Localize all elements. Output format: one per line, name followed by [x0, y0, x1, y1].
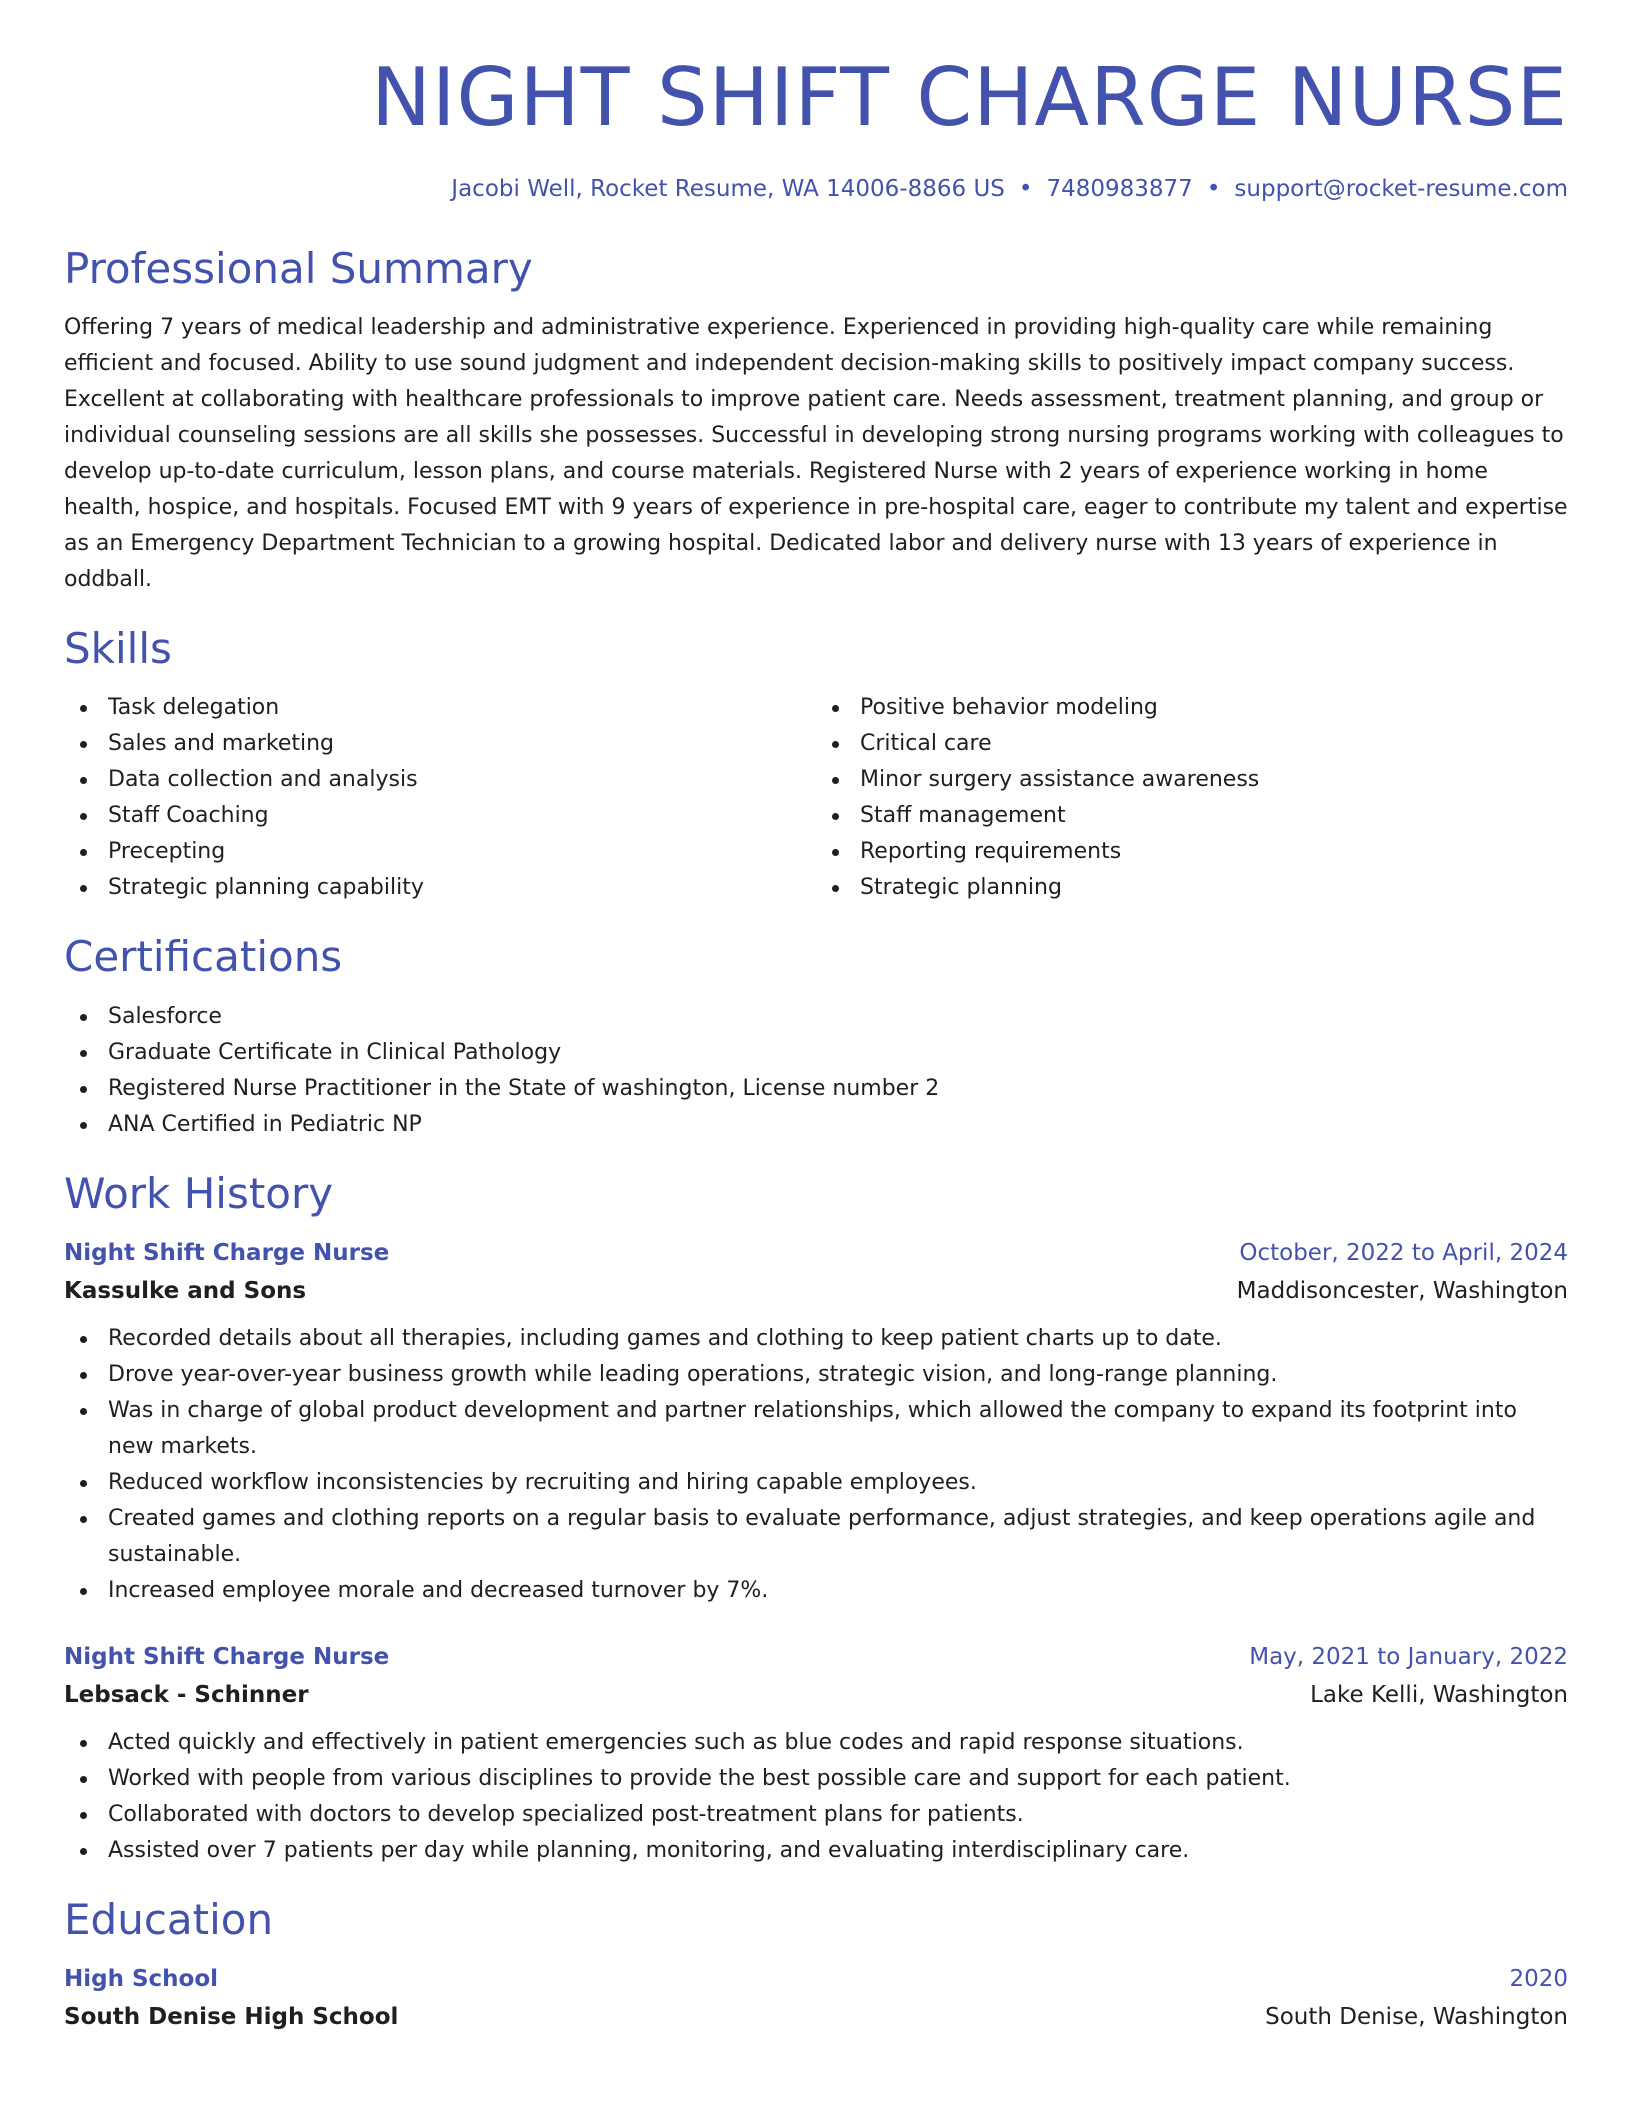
- job-bullet: Increased employee morale and decreased turnover by 7%.: [64, 1573, 1568, 1609]
- skills-columns: [64, 690, 1568, 906]
- job-bullet: Collaborated with doctors to develop specialized post-treatment plans for patients.: [64, 1797, 1568, 1833]
- job-bullet: Recorded details about all therapies, including games and clothing to keep patient charts up to date.: [64, 1321, 1568, 1357]
- certification-item: Salesforce: [64, 999, 1568, 1035]
- resume-title: NIGHT SHIFT CHARGE NURSE: [371, 51, 1568, 144]
- job-bullet: Acted quickly and effectively in patient emergencies such as blue codes and rapid response situations.: [64, 1725, 1568, 1761]
- education-degree: High School: [64, 1965, 219, 1992]
- summary-text: Offering 7 years of medical leadership and administrative experience. Experienced in providing high-quality care while remaining efficient and focused. Ability to use sound judgment and independent decision-making skills to positively impact company success. Excellent at collaborating with healthcare professionals to improve patient care. Needs assessment, treatment planning, and group or individual counseling sessions are all skills she possesses. Successful in developing strong nursing programs working with colleagues to develop up-to-date curriculum, lesson plans, and course materials. Registered Nurse with 2 years of experience working in home health, hospice, and hospitals. Focused EMT with 9 years of experience in pre-hospital care, eager to contribute my talent and expertise as an Emergency Department Technician to a growing hospital. Dedicated labor and delivery nurse with 13 years of experience in oddball.: [64, 315, 1568, 593]
- job-entry: [64, 1235, 1568, 1609]
- job-company-row: [64, 1675, 1568, 1715]
- job-company: Kassulke and Sons: [64, 1277, 307, 1304]
- skill-item: Data collection and analysis: [64, 762, 816, 798]
- skill-item: Task delegation: [64, 690, 816, 726]
- education-school: South Denise High School: [64, 2003, 399, 2030]
- job-bullet: Reduced workflow inconsistencies by recruiting and hiring capable employees.: [64, 1465, 1568, 1501]
- skill-item: Critical care: [816, 726, 1568, 762]
- job-bullets: [64, 1321, 1568, 1609]
- certification-item: Graduate Certificate in Clinical Pathology: [64, 1035, 1568, 1071]
- work-history-section: [64, 1168, 1568, 1869]
- skill-item: Minor surgery assistance awareness: [816, 762, 1568, 798]
- certification-item: ANA Certified in Pediatric NP: [64, 1107, 1568, 1143]
- skills-list-left: [64, 690, 816, 906]
- job-title-row: [64, 1235, 1568, 1271]
- education-entry: [64, 1961, 1568, 2037]
- job-company: Lebsack - Schinner: [64, 1681, 309, 1708]
- skill-item: Strategic planning capability: [64, 870, 816, 906]
- job-entry: [64, 1639, 1568, 1869]
- job-bullet: Assisted over 7 patients per day while planning, monitoring, and evaluating interdisciplinary care.: [64, 1833, 1568, 1869]
- skill-item: Reporting requirements: [816, 834, 1568, 870]
- skill-item: Sales and marketing: [64, 726, 816, 762]
- contact-separator: •: [1018, 176, 1033, 202]
- job-title-row: [64, 1639, 1568, 1675]
- job-dates: May, 2021 to January, 2022: [1249, 1643, 1568, 1670]
- skills-list-right: [816, 690, 1568, 906]
- job-location: Lake Kelli, Washington: [1310, 1681, 1568, 1708]
- certifications-list: [64, 999, 1568, 1143]
- skill-item: Staff management: [816, 798, 1568, 834]
- skill-item: Staff Coaching: [64, 798, 816, 834]
- job-bullet: Created games and clothing reports on a regular basis to evaluate performance, adjust strategies, and keep operations agile and sustainable.: [64, 1501, 1568, 1573]
- work-history-heading: Work History: [64, 1168, 334, 1218]
- contact-phone: 7480983877: [1046, 176, 1193, 202]
- job-bullets: [64, 1725, 1568, 1869]
- education-school-row: [64, 1997, 1568, 2037]
- contact-line: [64, 176, 1568, 202]
- skill-item: Positive behavior modeling: [816, 690, 1568, 726]
- job-bullet: Drove year-over-year business growth while leading operations, strategic vision, and long-range planning.: [64, 1357, 1568, 1393]
- education-location: South Denise, Washington: [1265, 2003, 1568, 2030]
- job-location: Maddisoncester, Washington: [1236, 1277, 1568, 1304]
- job-company-row: [64, 1271, 1568, 1311]
- skills-heading: Skills: [64, 624, 172, 674]
- summary-heading: Professional Summary: [64, 244, 533, 293]
- summary-section: [64, 246, 1568, 598]
- resume-header: [64, 0, 1568, 202]
- job-dates: October, 2022 to April, 2024: [1239, 1239, 1568, 1266]
- contact-separator: •: [1206, 176, 1221, 202]
- certifications-heading: Certifications: [64, 932, 343, 982]
- skill-item: Precepting: [64, 834, 816, 870]
- certifications-section: [64, 934, 1568, 1142]
- contact-address: Jacobi Well, Rocket Resume, WA 14006-8866 US: [451, 176, 1005, 202]
- job-title: Night Shift Charge Nurse: [64, 1643, 390, 1670]
- education-heading: Education: [64, 1894, 274, 1944]
- certification-item: Registered Nurse Practitioner in the State of washington, License number 2: [64, 1071, 1568, 1107]
- education-year: 2020: [1509, 1965, 1568, 1992]
- education-degree-row: [64, 1961, 1568, 1997]
- job-bullet: Worked with people from various disciplines to provide the best possible care and support for each patient.: [64, 1761, 1568, 1797]
- skills-section: [64, 626, 1568, 906]
- job-title: Night Shift Charge Nurse: [64, 1239, 390, 1266]
- skill-item: Strategic planning: [816, 870, 1568, 906]
- education-section: [64, 1894, 1568, 2037]
- job-bullet: Was in charge of global product development and partner relationships, which allowed the company to expand its footprint into new markets.: [64, 1393, 1568, 1465]
- contact-email: support@rocket-resume.com: [1234, 176, 1568, 202]
